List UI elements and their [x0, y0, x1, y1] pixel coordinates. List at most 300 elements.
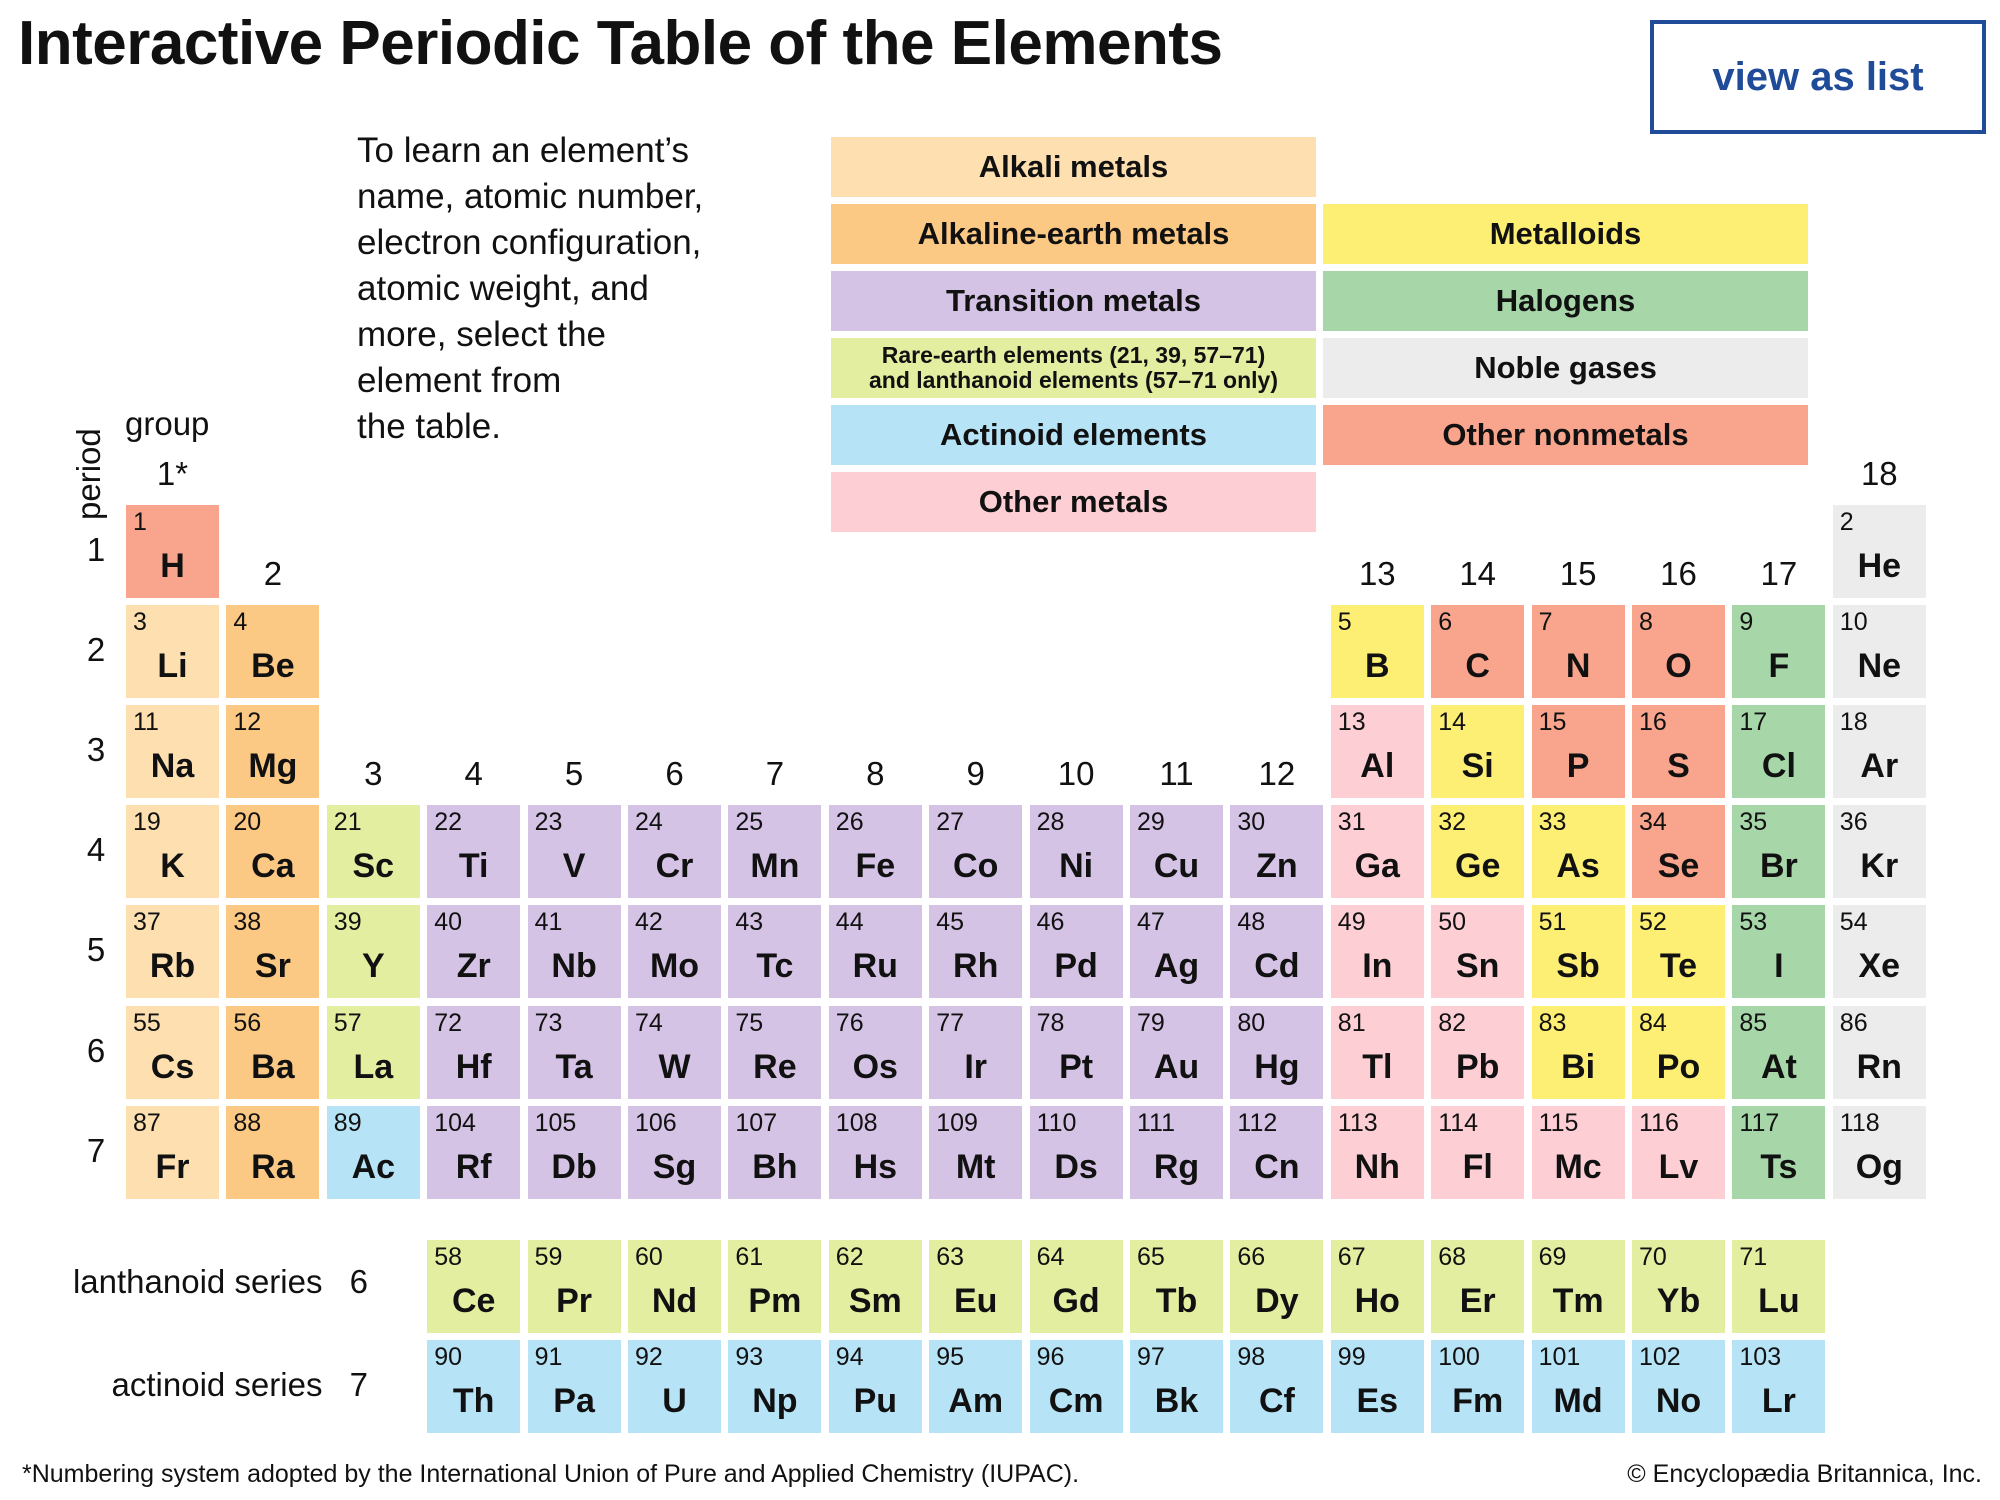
element-Cm[interactable]	[1030, 1340, 1123, 1433]
atomic-number: 35	[1739, 808, 1768, 836]
element-symbol: Mt	[955, 1148, 996, 1186]
group-number: 7	[765, 755, 785, 792]
element-At[interactable]	[1732, 1006, 1825, 1099]
element-symbol: Cm	[1048, 1382, 1104, 1420]
element-symbol: H	[160, 547, 185, 585]
period-number: 6	[86, 1032, 106, 1069]
element-Bi[interactable]	[1532, 1006, 1625, 1099]
element-C[interactable]	[1431, 605, 1524, 698]
element-Au[interactable]	[1130, 1006, 1223, 1099]
atomic-number: 50	[1438, 908, 1466, 936]
element-symbol: Dy	[1255, 1282, 1299, 1320]
element-Mt[interactable]	[929, 1106, 1022, 1199]
lanthanoid-series-text: lanthanoid series	[72, 1263, 323, 1300]
element-V[interactable]	[528, 805, 621, 898]
element-symbol: Mc	[1554, 1148, 1602, 1186]
atomic-number: 74	[635, 1009, 663, 1037]
element-Ta[interactable]	[528, 1006, 621, 1099]
element-W[interactable]	[628, 1006, 721, 1099]
atomic-number: 20	[233, 808, 262, 836]
element-Fm[interactable]	[1431, 1340, 1524, 1433]
element-Ge[interactable]	[1431, 805, 1524, 898]
atomic-number: 116	[1639, 1109, 1679, 1137]
atomic-number: 51	[1538, 908, 1567, 936]
element-Mo[interactable]	[628, 905, 721, 998]
atomic-number: 61	[735, 1243, 764, 1271]
period-number: 5	[86, 931, 106, 968]
atomic-number: 68	[1438, 1243, 1466, 1271]
group-number: 1*	[156, 455, 189, 492]
element-symbol: W	[658, 1048, 691, 1086]
element-Yb[interactable]	[1632, 1240, 1725, 1333]
element-F[interactable]	[1732, 605, 1825, 698]
period-number: 4	[86, 831, 106, 868]
element-symbol: La	[353, 1048, 394, 1086]
element-Rn[interactable]	[1833, 1006, 1926, 1099]
element-symbol: Lv	[1658, 1148, 1699, 1186]
atomic-number: 95	[936, 1343, 964, 1371]
element-Fl[interactable]	[1431, 1106, 1524, 1199]
legend-label: Other nonmetals	[1442, 417, 1689, 452]
element-symbol: Cf	[1258, 1382, 1295, 1420]
atomic-number: 105	[534, 1109, 577, 1137]
element-Zr[interactable]	[427, 905, 520, 998]
element-Br[interactable]	[1732, 805, 1825, 898]
atomic-number: 37	[133, 908, 161, 936]
element-Th[interactable]	[427, 1340, 520, 1433]
atomic-number: 40	[434, 908, 462, 936]
element-Ca[interactable]	[226, 805, 319, 898]
element-symbol: Nb	[551, 947, 597, 985]
atomic-number: 92	[635, 1343, 663, 1371]
element-symbol: Og	[1855, 1148, 1903, 1186]
atomic-number: 73	[534, 1009, 563, 1037]
element-symbol: Os	[852, 1048, 898, 1086]
legend-alkaline-earth-metals[interactable]	[831, 204, 1316, 264]
element-K[interactable]	[126, 805, 219, 898]
element-Ne[interactable]	[1833, 605, 1926, 698]
element-Tm[interactable]	[1532, 1240, 1625, 1333]
instructions-line: more, select the	[357, 315, 606, 354]
element-Tl[interactable]	[1331, 1006, 1424, 1099]
element-Rb[interactable]	[126, 905, 219, 998]
legend-rare-earth-elements[interactable]	[831, 338, 1316, 398]
element-symbol: Ca	[251, 847, 295, 885]
legend-noble-gases[interactable]	[1323, 338, 1808, 398]
element-P[interactable]	[1532, 705, 1625, 798]
element-Sn[interactable]	[1431, 905, 1524, 998]
element-symbol: Md	[1553, 1382, 1603, 1420]
period-number: 3	[86, 731, 106, 768]
element-Es[interactable]	[1331, 1340, 1424, 1433]
element-Sr[interactable]	[226, 905, 319, 998]
instructions-text	[357, 128, 777, 450]
atomic-number: 38	[233, 908, 262, 936]
element-symbol: Pm	[748, 1282, 802, 1320]
element-Sc[interactable]	[327, 805, 420, 898]
element-Te[interactable]	[1632, 905, 1725, 998]
atomic-number: 94	[835, 1343, 864, 1371]
element-Mn[interactable]	[728, 805, 821, 898]
element-symbol: Cn	[1254, 1148, 1300, 1186]
instructions-line: atomic weight, and	[357, 269, 649, 308]
element-B[interactable]	[1331, 605, 1424, 698]
legend-alkali-metals[interactable]	[831, 137, 1316, 197]
atomic-number: 118	[1839, 1109, 1880, 1137]
element-Dy[interactable]	[1230, 1240, 1323, 1333]
legend-halogens[interactable]	[1323, 271, 1808, 331]
element-Sm[interactable]	[829, 1240, 922, 1333]
lanthanoid-series-label	[73, 1263, 368, 1301]
legend-actinoid-elements[interactable]	[831, 405, 1316, 465]
period-number: 1	[86, 531, 106, 568]
group-number: 9	[966, 755, 985, 792]
element-Re[interactable]	[728, 1006, 821, 1099]
atomic-number: 26	[835, 808, 864, 836]
atomic-number: 5	[1337, 608, 1352, 636]
atomic-number: 31	[1337, 808, 1366, 836]
element-symbol: Te	[1659, 947, 1698, 985]
element-symbol: Y	[361, 947, 385, 985]
instructions-line: electron configuration,	[357, 223, 702, 262]
element-symbol: Cs	[150, 1048, 195, 1086]
legend-other-metals[interactable]	[831, 472, 1316, 532]
element-Be[interactable]	[226, 605, 319, 698]
atomic-number: 60	[635, 1243, 663, 1271]
element-symbol: Ce	[451, 1282, 496, 1320]
element-Ra[interactable]	[226, 1106, 319, 1199]
element-symbol: Ir	[964, 1048, 988, 1086]
element-symbol: Ne	[1857, 647, 1902, 685]
atomic-number: 67	[1337, 1243, 1366, 1271]
atomic-number: 91	[534, 1343, 563, 1371]
element-Ts[interactable]	[1732, 1106, 1825, 1199]
element-Rh[interactable]	[929, 905, 1022, 998]
atomic-number: 108	[835, 1109, 878, 1137]
element-Zn[interactable]	[1230, 805, 1323, 898]
atomic-number: 58	[434, 1243, 462, 1271]
element-Lr[interactable]	[1732, 1340, 1825, 1433]
element-symbol: Nh	[1354, 1148, 1400, 1186]
element-U[interactable]	[628, 1340, 721, 1433]
element-symbol: Ga	[1354, 847, 1400, 885]
element-Pm[interactable]	[728, 1240, 821, 1333]
legend-label-line2: and lanthanoid elements (57–71 only)	[869, 367, 1278, 393]
element-Cu[interactable]	[1130, 805, 1223, 898]
element-symbol: Ti	[458, 847, 489, 885]
element-Am[interactable]	[929, 1340, 1022, 1433]
legend-metalloids[interactable]	[1323, 204, 1808, 264]
element-Ru[interactable]	[829, 905, 922, 998]
atomic-number: 4	[233, 608, 248, 636]
atomic-number: 111	[1137, 1109, 1176, 1137]
atomic-number: 99	[1337, 1343, 1366, 1371]
element-Bh[interactable]	[728, 1106, 821, 1199]
atomic-number: 84	[1639, 1009, 1667, 1037]
element-symbol: Sg	[652, 1148, 697, 1186]
element-Co[interactable]	[929, 805, 1022, 898]
legend-label: Noble gases	[1474, 350, 1657, 385]
atomic-number: 104	[434, 1109, 476, 1137]
atomic-number: 3	[133, 608, 147, 636]
element-symbol: Hf	[455, 1048, 492, 1086]
element-Po[interactable]	[1632, 1006, 1725, 1099]
atomic-number: 80	[1237, 1009, 1266, 1037]
element-Ir[interactable]	[929, 1006, 1022, 1099]
group-number: 16	[1660, 555, 1697, 592]
atomic-number: 49	[1337, 908, 1366, 936]
element-Si[interactable]	[1431, 705, 1524, 798]
element-symbol: Sb	[1556, 947, 1600, 985]
legend-label: Transition metals	[946, 283, 1201, 318]
legend-other-nonmetals[interactable]	[1323, 405, 1808, 465]
element-symbol: Bk	[1154, 1382, 1199, 1420]
element-symbol: Ds	[1054, 1148, 1098, 1186]
element-Pa[interactable]	[528, 1340, 621, 1433]
atomic-number: 65	[1137, 1243, 1165, 1271]
atomic-number: 34	[1639, 808, 1667, 836]
element-symbol: Er	[1459, 1282, 1496, 1320]
element-Tb[interactable]	[1130, 1240, 1223, 1333]
element-Nd[interactable]	[628, 1240, 721, 1333]
instructions-line: To learn an element’s	[357, 131, 690, 170]
element-Og[interactable]	[1833, 1106, 1926, 1199]
element-Cr[interactable]	[628, 805, 721, 898]
element-symbol: Sn	[1455, 947, 1500, 985]
element-Os[interactable]	[829, 1006, 922, 1099]
atomic-number: 15	[1538, 708, 1567, 736]
atomic-number: 18	[1839, 708, 1868, 736]
instructions-line: element from	[357, 361, 562, 400]
element-Fe[interactable]	[829, 805, 922, 898]
element-Ds[interactable]	[1030, 1106, 1123, 1199]
element-Hs[interactable]	[829, 1106, 922, 1199]
element-Sg[interactable]	[628, 1106, 721, 1199]
element-Ti[interactable]	[427, 805, 520, 898]
legend-transition-metals[interactable]	[831, 271, 1316, 331]
period-axis-label: period	[70, 428, 107, 520]
element-Np[interactable]	[728, 1340, 821, 1433]
element-Pb[interactable]	[1431, 1006, 1524, 1099]
element-Xe[interactable]	[1833, 905, 1926, 998]
element-Fr[interactable]	[126, 1106, 219, 1199]
element-symbol: Al	[1360, 747, 1395, 785]
element-symbol: V	[562, 847, 586, 885]
element-Eu[interactable]	[929, 1240, 1022, 1333]
element-Rf[interactable]	[427, 1106, 520, 1199]
element-Hg[interactable]	[1230, 1006, 1323, 1099]
atomic-number: 78	[1036, 1009, 1065, 1037]
element-Ba[interactable]	[226, 1006, 319, 1099]
atomic-number: 93	[735, 1343, 764, 1371]
group-number: 4	[464, 755, 483, 792]
element-Er[interactable]	[1431, 1240, 1524, 1333]
group-number: 8	[866, 755, 885, 792]
element-symbol: Rh	[953, 947, 999, 985]
atomic-number: 44	[835, 908, 864, 936]
group-number: 6	[665, 755, 684, 792]
element-symbol: Ru	[852, 947, 898, 985]
element-Ce[interactable]	[427, 1240, 520, 1333]
atomic-number: 100	[1438, 1343, 1480, 1371]
element-symbol: Na	[150, 747, 195, 785]
element-symbol: Mn	[750, 847, 800, 885]
view-as-list-button[interactable]: view as list	[1650, 20, 1986, 134]
atomic-number: 82	[1438, 1009, 1466, 1037]
atomic-number: 24	[635, 808, 663, 836]
atomic-number: 76	[835, 1009, 864, 1037]
atomic-number: 16	[1639, 708, 1667, 736]
element-No[interactable]	[1632, 1340, 1725, 1433]
element-symbol: I	[1774, 947, 1784, 985]
element-symbol: Ta	[555, 1048, 593, 1086]
group-number: 11	[1159, 755, 1194, 792]
atomic-number: 25	[735, 808, 764, 836]
element-Li[interactable]	[126, 605, 219, 698]
element-Lu[interactable]	[1732, 1240, 1825, 1333]
element-Pu[interactable]	[829, 1340, 922, 1433]
element-Cf[interactable]	[1230, 1340, 1323, 1433]
atomic-number: 72	[434, 1009, 462, 1037]
element-Nh[interactable]	[1331, 1106, 1424, 1199]
element-Nb[interactable]	[528, 905, 621, 998]
element-Lv[interactable]	[1632, 1106, 1725, 1199]
element-symbol: Lr	[1761, 1382, 1796, 1420]
element-symbol: Sc	[352, 847, 395, 885]
element-symbol: Rf	[455, 1148, 492, 1186]
atomic-number: 64	[1036, 1243, 1065, 1271]
element-Tc[interactable]	[728, 905, 821, 998]
element-Ac[interactable]	[327, 1106, 420, 1199]
element-symbol: Mg	[248, 747, 298, 785]
element-Al[interactable]	[1331, 705, 1424, 798]
atomic-number: 6	[1438, 608, 1453, 636]
atomic-number: 86	[1839, 1009, 1868, 1037]
group-number: 18	[1860, 455, 1898, 492]
element-symbol: Ac	[351, 1148, 396, 1186]
atomic-number: 66	[1237, 1243, 1266, 1271]
element-In[interactable]	[1331, 905, 1424, 998]
element-symbol: Sr	[254, 947, 291, 985]
element-Mc[interactable]	[1532, 1106, 1625, 1199]
element-Cl[interactable]	[1732, 705, 1825, 798]
atomic-number: 63	[936, 1243, 964, 1271]
element-symbol: At	[1760, 1048, 1797, 1086]
element-symbol: Bh	[752, 1148, 798, 1186]
instructions-line: the table.	[357, 407, 501, 446]
element-Db[interactable]	[528, 1106, 621, 1199]
element-Bk[interactable]	[1130, 1340, 1223, 1433]
atomic-number: 22	[434, 808, 462, 836]
element-Pd[interactable]	[1030, 905, 1123, 998]
atomic-number: 110	[1036, 1109, 1077, 1137]
element-Pt[interactable]	[1030, 1006, 1123, 1099]
copyright-notice: © Encyclopædia Britannica, Inc.	[1627, 1460, 1982, 1488]
element-La[interactable]	[327, 1006, 420, 1099]
element-Cd[interactable]	[1230, 905, 1323, 998]
atomic-number: 54	[1839, 908, 1868, 936]
element-Hf[interactable]	[427, 1006, 520, 1099]
element-Pr[interactable]	[528, 1240, 621, 1333]
element-N[interactable]	[1532, 605, 1625, 698]
atomic-number: 113	[1337, 1109, 1378, 1137]
element-He[interactable]	[1833, 505, 1926, 598]
period-number: 7	[86, 1132, 106, 1169]
element-symbol: Es	[1356, 1382, 1399, 1420]
element-symbol: Rn	[1856, 1048, 1902, 1086]
element-symbol: In	[1362, 947, 1393, 985]
atomic-number: 115	[1538, 1109, 1579, 1137]
element-Rg[interactable]	[1130, 1106, 1223, 1199]
element-symbol: Ge	[1455, 847, 1501, 885]
period-number: 2	[86, 631, 106, 668]
element-Cn[interactable]	[1230, 1106, 1323, 1199]
atomic-number: 101	[1538, 1343, 1581, 1371]
element-S[interactable]	[1632, 705, 1725, 798]
element-symbol: F	[1768, 647, 1790, 685]
element-symbol: Cl	[1761, 747, 1796, 785]
element-I[interactable]	[1732, 905, 1825, 998]
element-symbol: Tc	[756, 947, 794, 985]
element-H[interactable]	[126, 505, 219, 598]
element-O[interactable]	[1632, 605, 1725, 698]
atomic-number: 1	[133, 508, 147, 536]
element-Ho[interactable]	[1331, 1240, 1424, 1333]
element-symbol: No	[1655, 1382, 1702, 1420]
element-symbol: Hs	[853, 1148, 898, 1186]
legend-label: Actinoid elements	[940, 417, 1207, 452]
element-Gd[interactable]	[1030, 1240, 1123, 1333]
element-Kr[interactable]	[1833, 805, 1926, 898]
atomic-number: 13	[1337, 708, 1366, 736]
atomic-number: 56	[233, 1009, 262, 1037]
atomic-number: 53	[1739, 908, 1768, 936]
element-symbol: Bi	[1561, 1048, 1596, 1086]
element-symbol: Tm	[1552, 1282, 1604, 1320]
element-Y[interactable]	[327, 905, 420, 998]
element-Sb[interactable]	[1532, 905, 1625, 998]
element-symbol: Nd	[651, 1282, 698, 1320]
element-As[interactable]	[1532, 805, 1625, 898]
element-symbol: Xe	[1858, 947, 1901, 985]
element-Mg[interactable]	[226, 705, 319, 798]
group-number: 13	[1358, 555, 1396, 592]
atomic-number: 83	[1538, 1009, 1567, 1037]
element-symbol: Lu	[1758, 1282, 1800, 1320]
element-Md[interactable]	[1532, 1340, 1625, 1433]
group-number: 17	[1760, 555, 1798, 592]
element-Ag[interactable]	[1130, 905, 1223, 998]
page-title: Interactive Periodic Table of the Elements	[18, 9, 1223, 78]
atomic-number: 85	[1739, 1009, 1768, 1037]
element-Cs[interactable]	[126, 1006, 219, 1099]
element-symbol: Pa	[553, 1382, 595, 1420]
element-symbol: Ar	[1860, 747, 1899, 785]
element-Ni[interactable]	[1030, 805, 1123, 898]
atomic-number: 55	[133, 1009, 161, 1037]
element-symbol: Kr	[1860, 847, 1899, 885]
element-Ga[interactable]	[1331, 805, 1424, 898]
element-symbol: O	[1665, 647, 1692, 685]
atomic-number: 52	[1639, 908, 1667, 936]
element-Ar[interactable]	[1833, 705, 1926, 798]
atomic-number: 62	[835, 1243, 864, 1271]
element-Se[interactable]	[1632, 805, 1725, 898]
element-Na[interactable]	[126, 705, 219, 798]
atomic-number: 23	[534, 808, 563, 836]
legend-label: Alkali metals	[978, 149, 1169, 184]
element-symbol: Hg	[1254, 1048, 1300, 1086]
